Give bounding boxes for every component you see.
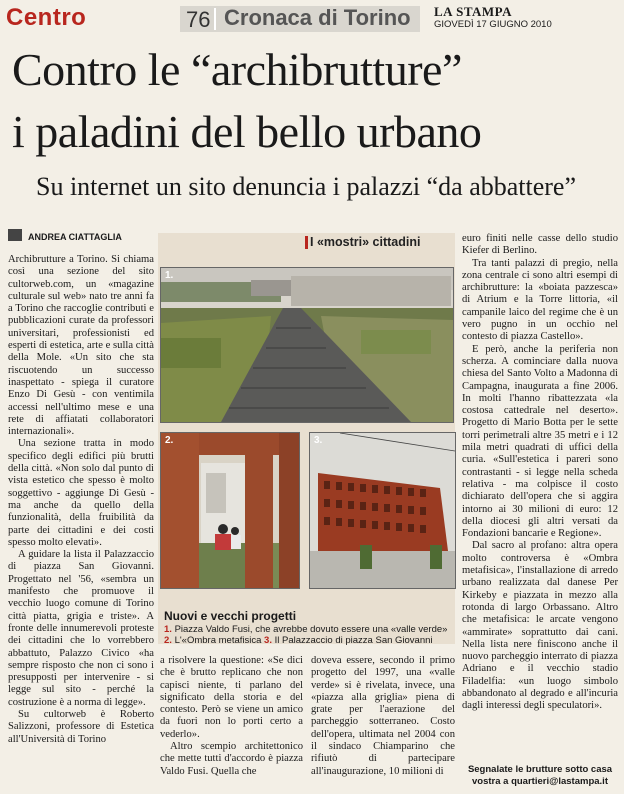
paragraph: Altro scempio architettonico che mette tutti d'accordo è piazza Valdo Fusi. Quella che — [160, 741, 303, 777]
caption-text: Piazza Valdo Fusi, che avrebbe dovuto essere una «valle verde» — [174, 624, 448, 635]
caption-line-1 — [164, 624, 447, 635]
paragraph: Dal sacro al profano: altra opera molto controversa è «Ombra metafisica», l'installazione di arredo urbano realizzata dal danese Per Kirkeby e piazzata in mezzo alla rotonda di largo Orbassano. Altro che metafisica: le arcate vengono «ammirate» soprattutto dai cani. Nella lista nere finiscono anche il nuovo parcheggio interrato di piazza Adriano e il vecchio stadio Filadelfia: «un luogo simbolo abbandonato al degrado e all'incuria dagli interessi degli speculatori». — [462, 540, 618, 712]
paragraph: E però, anche la periferia non scherza. A cominciare dalla nuova chiesa del Santo Volto a Madonna di Campagna, inaugurata a fine 2006. In molti l'hanno ribattezzata «la costosa cattedrale nel deserto». Progetto di Mario Botta per le sette torri perimetrali altre 35 metri e i 12 mila metri quadrati di uffici della curia. «Sull'estetica i pareri sono contrastanti - si legge nella scheda relativa - ma colpisce il costo dichiarato dell'opera che si aggira intorno ai 30 milioni di euro: 12 della diocesi gli altri versati da Fondazioni bancarie e Regione». — [462, 343, 618, 540]
panel-title: I «mostri» cittadini — [310, 235, 421, 249]
paragraph: Su cultorweb è Roberto Salizzoni, professore di Estetica all'Università di Torino — [8, 708, 154, 745]
photo-number: 1. — [165, 270, 174, 281]
section-label: Centro — [6, 4, 87, 31]
promo-box — [462, 764, 618, 788]
headline-line-1: Contro le “archibrutture” — [12, 44, 462, 95]
paragraph: A guidare la lista il Palazzaccio di piazza San Giovanni. Progettato nel '56, «sembra un manifesto che promuove il vecchio luogo comune di Torino città piatta, grigia e triste». A fronte delle innumerevoli proteste dei cittadini che lo vorrebbero abbattuto, Palazzo Civico «ha sempre risposto che non ci sono i presupposti per intervenire - si legge sul sito - perché la costruzione è a norma di legge». — [8, 549, 154, 708]
photo-2-image — [161, 433, 299, 588]
headline-line-2: i paladini del bello urbano — [12, 106, 482, 157]
photo-3-image — [310, 433, 455, 588]
caption-number: 2. — [164, 635, 172, 646]
caption-line-2 — [164, 635, 433, 646]
photo-number: 2. — [165, 435, 174, 446]
caption-number: 3. — [264, 635, 272, 646]
article-column-3 — [311, 655, 455, 790]
paragraph: euro finiti nelle casse dello studio Kiefer di Berlino. — [462, 233, 618, 257]
photo-1-image — [161, 268, 453, 422]
subtitle: Su internet un sito denuncia i palazzi “da abbattere” — [36, 172, 576, 201]
paragraph: a risolvere la questione: «Se dici che è brutto replicano che non capisci niente, ti parlano del significato della storia e del contesto. Però se viene un amico da fuori non lo porti certo a vederlo». — [160, 655, 303, 740]
promo-line-2: vostra a quartieri@lastampa.it — [472, 776, 608, 787]
paragraph: Archibrutture a Torino. Si chiama così una sezione del sito cultorweb.com, un «magazine culturale sul web» nato tre anni fa a Torino che raccoglie contributi e pubblicazioni curate da professori universitari, professionisti ed esperti di estetica, arte e sulla città della Mole. «Un sito che sta riscuotendo un successo inaspettato - spiega il curatore Enzo Di Gesù - con ventimila accessi nell'ultimo mese e una rete di affiatati collaboratori internazionali». — [8, 254, 154, 438]
paragraph: Una sezione tratta in modo specifico degli edifici più brutti della città. «Non solo dal punto di vista estetico che spesso è molto soggettivo - aggiunge Di Gesù - ma anche da quello della funzionalità, della fruibilità da parte dei cittadini e dei costi spesso molto elevati». — [8, 438, 154, 548]
panel-title-mark — [305, 236, 308, 249]
paragraph: Tra tanti palazzi di pregio, nella zona centrale ci sono altri esempi di archibrutture: la «boiata pazzesca» di Atrium e la Torre littoria, «il campanile laico del regime che è un vero pugno in un occhio nel contesto di piazza Castello». — [462, 257, 618, 343]
page-number: 76 — [186, 7, 211, 32]
header-divider — [214, 8, 216, 30]
newspaper-logo: LA STAMPA — [434, 4, 513, 19]
article-column-1 — [8, 254, 154, 790]
article-column-2 — [160, 655, 303, 790]
photo-number: 3. — [314, 435, 323, 446]
issue-date: GIOVEDÌ 17 GIUGNO 2010 — [434, 19, 552, 30]
caption-number: 1. — [164, 624, 172, 635]
photo-ombra-metafisica — [160, 432, 300, 589]
caption-title: Nuovi e vecchi progetti — [164, 609, 297, 623]
caption-text: Il Palazzaccio di piazza San Giovanni — [274, 635, 433, 646]
photo-piazza-valdo-fusi — [160, 267, 454, 423]
paragraph: doveva essere, secondo il primo progetto del 1997, una «valle verde» si è rivelata, invece, una «piazza alla griglia» piena di grate per l'aerazione del parcheggio sotterraneo. Costo dell'opera, ultimata nel 2004 con il sindaco Chiamparino che rifiutò di partecipare all'inaugurazione, 10 milioni di — [311, 655, 455, 777]
caption-text: L'«Ombra metafisica — [174, 635, 262, 646]
byline-mark — [8, 229, 22, 241]
promo-line-1: Segnalate le brutture sotto casa — [467, 764, 613, 775]
section-title: Cronaca di Torino — [224, 5, 411, 30]
article-column-4 — [462, 233, 618, 761]
photo-palazzaccio — [309, 432, 456, 589]
byline: ANDREA CIATTAGLIA — [28, 232, 122, 242]
